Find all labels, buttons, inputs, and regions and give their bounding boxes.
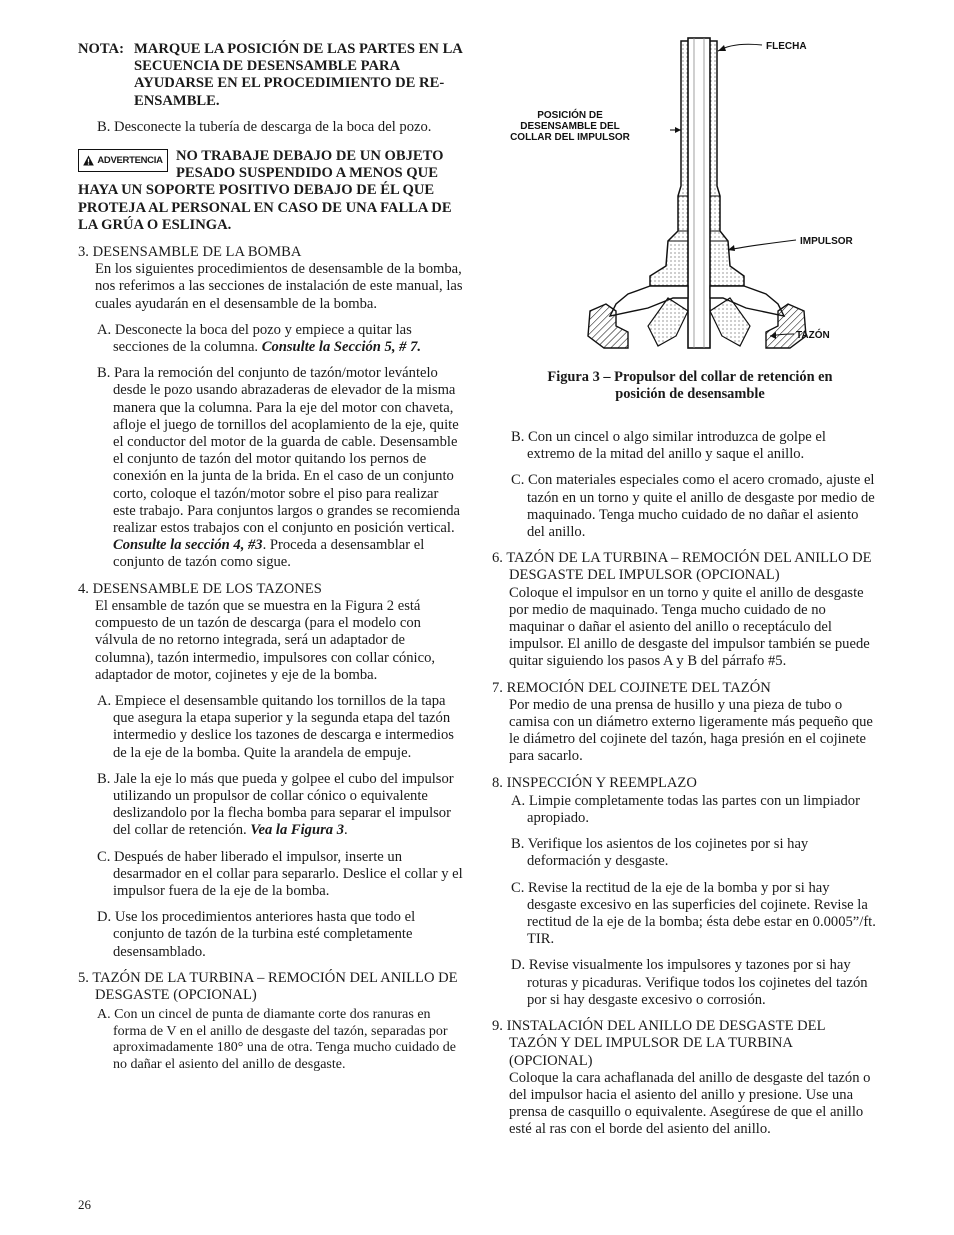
section-5-step-c: C. Con materiales especiales como el acero cromado, ajuste el tazón en un torno y quite el anillo de desgaste por medio de maquinado. Tenga mucho cuidado de no dañar el asiento del anillo.	[511, 472, 875, 541]
label-impulsor: IMPULSOR	[800, 236, 853, 247]
label-posicion-3: COLLAR DEL IMPULSOR	[510, 132, 630, 143]
figure-3-caption-line-1: Figura 3 – Propulsor del collar de retención en	[547, 369, 833, 385]
section-4-heading: 4. DESENSAMBLE DE LOS TAZONES	[78, 580, 322, 597]
section-3-step-a-text: A. Desconecte la boca del pozo y empiece a quitar las secciones de la columna.	[97, 321, 412, 356]
section-7-body: Por medio de una prensa de husillo y una pieza de tubo o camisa con un diámetro externo ligeramente más pequeño que le diámetro del cojinete del tazón, haga presión en el cojinete para sacarlo.	[509, 696, 873, 765]
section-8-step-c: C. Revise la rectitud de la eje de la bomba y por si hay desgaste excesivo en las superficies del cojinete. Revise la rectitud de la eje de la bomba; ésta debe estar en 0.0005”/ft. TIR.	[511, 879, 876, 948]
section-4-step-b	[78, 771, 464, 840]
nota-text: MARQUE LA POSICIÓN DE LAS PARTES EN LA SECUENCIA DE DESENSAMBLE PARA AYUDARSE EN EL PROCEDIMIENTO DE RE-ENSAMBLE.	[134, 41, 463, 109]
section-4-step-b-text: B. Jale la eje lo más que pueda y golpee el cubo del impulsor utilizando un propulsor de collar cónico o equivalente deslizandolo por la flecha bomba para separar el impulsor del collar de retención.	[97, 770, 454, 839]
section-9-heading: 9. INSTALACIÓN DEL ANILLO DE DESGASTE DEL TAZÓN Y DEL IMPULSOR DE LA TURBINA (OPCIONAL)	[492, 1018, 825, 1069]
figure-3-diagram	[498, 36, 878, 361]
section-3-step-b-ref: Consulte la sección 4, #3	[113, 537, 263, 554]
label-posicion-2: DESENSAMBLE DEL	[520, 121, 620, 132]
page-number: 26	[78, 1197, 91, 1212]
section-5-step-b: B. Con un cincel o algo similar introduzca de golpe el extremo de la mitad del anillo y saque el anillo.	[511, 429, 826, 463]
label-posicion-1: POSICIÓN DE	[537, 110, 603, 121]
section-3-step-b-text: B. Para la remoción del conjunto de tazón/motor levántelo desde le pozo usando abrazaderas de elevador de la misma manera que la columna. Para la eje del motor con chaveta, afloje el juego de tornillos del acoplamiento de la eje, quite el conductor del motor de la guarda de cable. Desensamble el conjunto de tazón del motor quitando los pernos de conexión en la junta de la brida. En el caso de un conjunto corto, coloque el tazón/motor sobre el piso para realizar este trabajo. Para conjuntos largos o grandes se recomienda realizar estos trabajos con el conjunto en posición vertical.	[97, 365, 461, 537]
nota-label: NOTA:	[78, 41, 124, 57]
section-4-step-d: D. Use los procedimientos anteriores hasta que todo el conjunto de tazón de la turbina esté completamente desensamblado.	[97, 909, 416, 960]
section-8-step-b: B. Verifique los asientos de los cojinetes por si hay deformación y desgaste.	[511, 836, 809, 870]
figure-3-caption	[500, 369, 880, 403]
section-3-step-a	[78, 322, 464, 356]
section-6-heading: 6. TAZÓN DE LA TURBINA – REMOCIÓN DEL ANILLO DE DESGASTE DEL IMPULSOR (OPCIONAL)	[492, 550, 872, 584]
section-3-intro: En los siguientes procedimientos de desensamble de la bomba, nos referimos a las secciones de instalación de este manual, las cuales ayudarán en el desensamble de la bomba.	[95, 261, 463, 312]
section-3-step-a-ref: Consulte la Sección 5, # 7.	[261, 339, 422, 356]
section-8-step-a: A. Limpie completamente todas las partes con un limpiador apropiado.	[511, 792, 860, 827]
section-4-step-b-end: .	[344, 822, 348, 839]
section-4-intro: El ensamble de tazón que se muestra en la Figura 2 está compuesto de un tazón de descarga (para el modelo con válvula de no retorno integrada, será un adaptador de columna), tazón intermedio, impulsores con collar cónico, adaptador de motor, cojinetes y eje de la bomba.	[95, 597, 436, 683]
left-column	[78, 38, 464, 1074]
section-7-heading: 7. REMOCIÓN DEL COJINETE DEL TAZÓN	[492, 679, 771, 696]
section-4-step-b-ref: Vea la Figura 3	[250, 822, 345, 839]
section-3-heading: 3. DESENSAMBLE DE LA BOMBA	[78, 244, 302, 261]
section-9-body: Coloque la cara achaflanada del anillo de desgaste del tazón o del impulsor hacia el asiento del anillo y presione. Use una prensa de casquillo o equivalente. Asegúrese de que el anillo esté al ras con el borde del asiento del anillo.	[509, 1069, 871, 1138]
label-tazon: TAZÓN	[796, 330, 830, 341]
warning-text: NO TRABAJE DEBAJO DE UN OBJETO PESADO SUSPENDIDO A MENOS QUE HAYA UN SOPORTE POSITIVO DEBAJO DE ÉL QUE PROTEJA AL PERSONAL EN CASO DE UNA FALLA DE LA GRÚA O ESLINGA.	[78, 148, 452, 233]
warning-block	[78, 148, 464, 234]
warning-triangle-icon	[83, 155, 94, 166]
warning-badge-label: ADVERTENCIA	[97, 154, 163, 166]
section-8-heading: 8. INSPECCIÓN Y REEMPLAZO	[492, 774, 697, 791]
section-3-step-b	[78, 365, 464, 571]
section-3-step-b-end: . Proceda a desensamblar el conjunto de tazón como sigue.	[113, 537, 425, 571]
figure-3-caption-line-2: posición de desensamble	[615, 386, 765, 402]
shaft	[688, 38, 710, 348]
step-disconnect-discharge: B. Desconecte la tubería de descarga de la boca del pozo.	[97, 118, 432, 135]
section-5-heading: 5. TAZÓN DE LA TURBINA – REMOCIÓN DEL ANILLO DE DESGASTE (OPCIONAL)	[78, 969, 458, 1003]
warning-badge	[78, 149, 168, 172]
section-8-step-d: D. Revise visualmente los impulsores y tazones por si hay roturas y picaduras. Verifique todos los cojinetes del tazón por si hay desgaste excesivo o corrosión.	[511, 957, 868, 1008]
section-4-step-c: C. Después de haber liberado el impulsor, inserte un desarmador en el collar para separarlo. Deslice el collar y el impulsor fuera de la eje de la bomba.	[97, 848, 463, 899]
section-5-step-a: A. Con un cincel de punta de diamante corte dos ranuras en forma de V en el anillo de desgaste del tazón, separadas por aproximadamente 180° una de otra. Tenga mucho cuidado de no dañar el asiento del anillo de desgaste.	[97, 1007, 456, 1072]
label-flecha: FLECHA	[766, 41, 807, 52]
nota-block	[78, 41, 464, 110]
section-4-step-a: A. Empiece el desensamble quitando los tornillos de la tapa que asegura la etapa superior y la segunda etapa del tazón intermedio y deslice los tazones de descarga e intermedios de la eje de la bomba. Quite la arandela de empuje.	[97, 692, 454, 761]
section-6-body: Coloque el impulsor en un torno y quite el anillo de desgaste por medio de maquinado. Tenga mucho cuidado de no maquinar o dañar el asiento del anillo o receptáculo del impulsor. El anillo de desgaste del impulsor también se puede quitar siguiendo los pasos A y B del párrafo #5.	[509, 584, 870, 670]
right-column	[492, 429, 876, 1139]
